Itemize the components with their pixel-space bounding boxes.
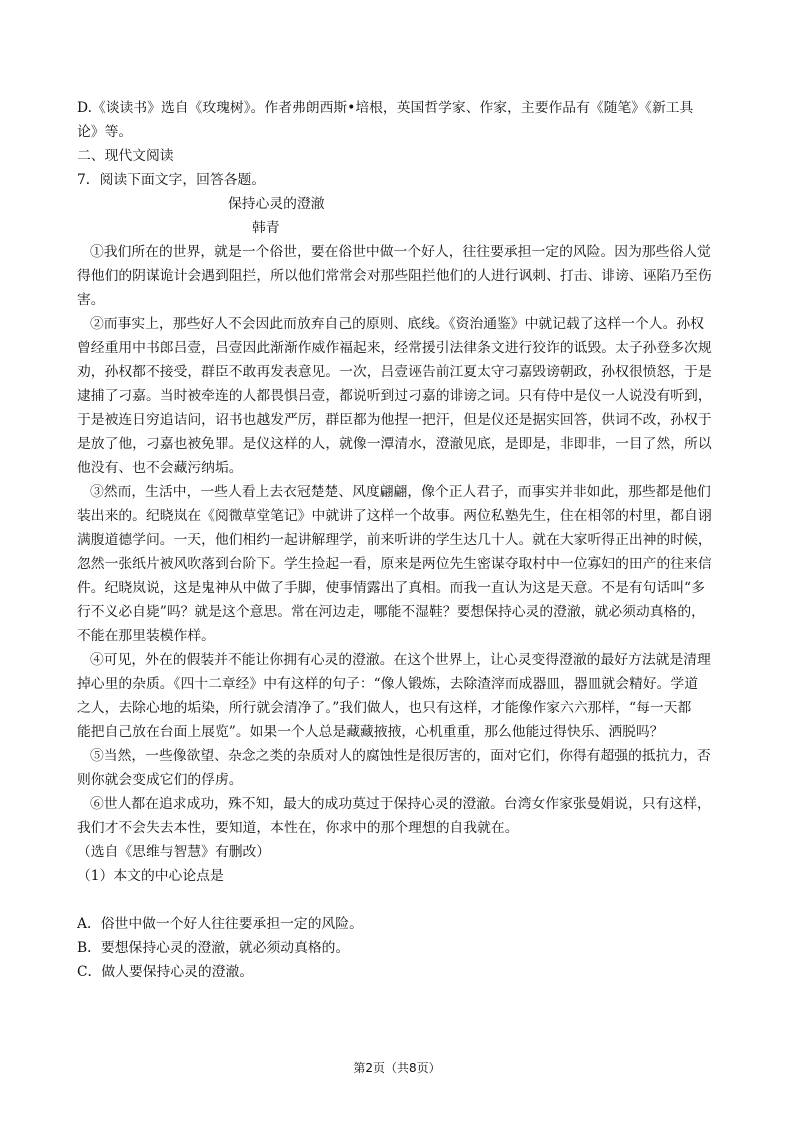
option-d-line-2: 论》等。 <box>77 124 133 140</box>
paragraph-3-line: ③然而，生活中，一些人看上去衣冠楚楚、风度翩翩，像个正人君子，而事实并非如此，那些都是他们 <box>90 484 711 500</box>
paragraph-2-line: 于是被连日穷追诘问，诏书也越发严厉，群臣都为他捏一把汗，但是仪还是据实回答，供词不改，孙权于 <box>77 412 712 428</box>
paragraph-2-line: 逮捕了刁嘉。当时被牵连的人都畏惧吕壹，都说听到过刁嘉的诽谤之词。只有侍中是仪一人说没有听到， <box>77 388 712 404</box>
article-title: 保持心灵的澄澈 <box>228 196 325 212</box>
question-prompt: 7．阅读下面文字，回答各题。 <box>77 172 266 188</box>
source-note: （选自《思维与智慧》有删改） <box>77 844 271 860</box>
paragraph-4-line: 掉心里的杂质。《四十二章经》中有这样的句子：“像人锻炼，去除渣滓而成器皿，器皿就会精好。学道 <box>77 676 699 692</box>
paragraph-3-line: 装出来的。纪晓岚在《阅微草堂笔记》中就讲了这样一个故事。两位私塾先生，住在相邻的村里，都自诩 <box>77 508 712 524</box>
paragraph-2-line: ②而事实上，那些好人不会因此而放弃自己的原则、底线。《资治通鉴》中就记载了这样一个人。孙权 <box>90 316 704 332</box>
paragraph-2-line: 曾经重用中书郎吕壹，吕壹因此渐渐作威作福起来，经常援引法律条文进行狡诈的诋毁。太子孙登多次规 <box>77 340 712 356</box>
paragraph-4-line: 能把自己放在台面上展览”。如果一个人总是藏藏掖掖，心机重重，那么他能过得快乐、洒脱吗？ <box>77 724 664 740</box>
paragraph-3-line: 不能在那里装模作样。 <box>77 628 215 644</box>
paragraph-3-line: 满腹道德学问。一天，他们相约一起讲解理学，前来听讲的学生达几十人。就在大家听得正出神的时候， <box>77 532 712 548</box>
paragraph-3-line: 件。纪晓岚说，这是鬼神从中做了手脚，使事情露出了真相。而我一直认为这是天意。不是有句话叫“多 <box>77 580 705 596</box>
paragraph-1-line: ①我们所在的世界，就是一个俗世，要在俗世中做一个好人，往往要承担一定的风险。因为那些俗人觉 <box>90 244 711 260</box>
paragraph-1-line: 害。 <box>77 292 105 308</box>
paragraph-2-line: 劝，孙权都不接受，群臣不敢再发表意见。一次，吕壹诬告前江夏太守刁嘉毁谤朝政，孙权很愤怒，于是 <box>77 364 712 380</box>
choice-c: C．做人要保持心灵的澄澈。 <box>77 964 254 980</box>
paragraph-2-line: 是放了他，刁嘉也被免罪。是仪这样的人，就像一潭清水，澄澈见底，是即是，非即非，一目了然，所以 <box>77 436 712 452</box>
article-author: 韩青 <box>252 220 280 236</box>
section-heading: 二、现代文阅读 <box>77 148 174 164</box>
choice-b: B．要想保持心灵的澄澈，就必须动真格的。 <box>77 940 350 956</box>
sub-question: （1）本文的中心论点是 <box>77 868 224 884</box>
paragraph-1-line: 得他们的阴谋诡计会遇到阻拦，所以他们常常会对那些阻拦他们的人进行讽刺、打击、诽谤、诬陷乃至伤 <box>77 268 712 284</box>
page-footer: 第2页（共8页） <box>353 1061 441 1075</box>
paragraph-4-line: ④可见，外在的假装并不能让你拥有心灵的澄澈。在这个世界上，让心灵变得澄澈的最好方法就是清理 <box>90 652 711 668</box>
paragraph-2-line: 他没有、也不会藏污纳垢。 <box>77 460 243 476</box>
paragraph-4-line: 之人，去除心地的垢染，所行就会清净了。”我们做人，也只有这样，才能像作家六六那样，“每一天都 <box>77 700 692 716</box>
paragraph-3-line: 行不义必自毙”吗？就是这个意思。常在河边走，哪能不湿鞋？要想保持心灵的澄澈，就必须动真格的， <box>77 604 705 620</box>
paragraph-6-line: 我们才不会失去本性，要知道，本性在，你求中的那个理想的自我就在。 <box>77 820 519 836</box>
paragraph-6-line: ⑥世人都在追求成功，殊不知，最大的成功莫过于保持心灵的澄澈。台湾女作家张曼娟说，只有这样， <box>90 796 711 812</box>
paragraph-5-line: ⑤当然，一些像欲望、杂念之类的杂质对人的腐蚀性是很厉害的，面对它们，你得有超强的抵抗力，否 <box>90 748 711 764</box>
paragraph-5-line: 则你就会变成它们的俘虏。 <box>77 772 243 788</box>
paragraph-3-line: 忽然一张纸片被风吹落到台阶下。学生捡起一看，原来是两位先生密谋夺取村中一位寡妇的田产的往来信 <box>77 556 712 572</box>
choice-a: A．俗世中做一个好人往往要承担一定的风险。 <box>77 916 363 932</box>
option-d-line-1: D.《谈读书》选自《玫瑰树》。作者弗朗西斯•培根，英国哲学家、作家，主要作品有《随笔》《新工具 <box>77 100 694 116</box>
